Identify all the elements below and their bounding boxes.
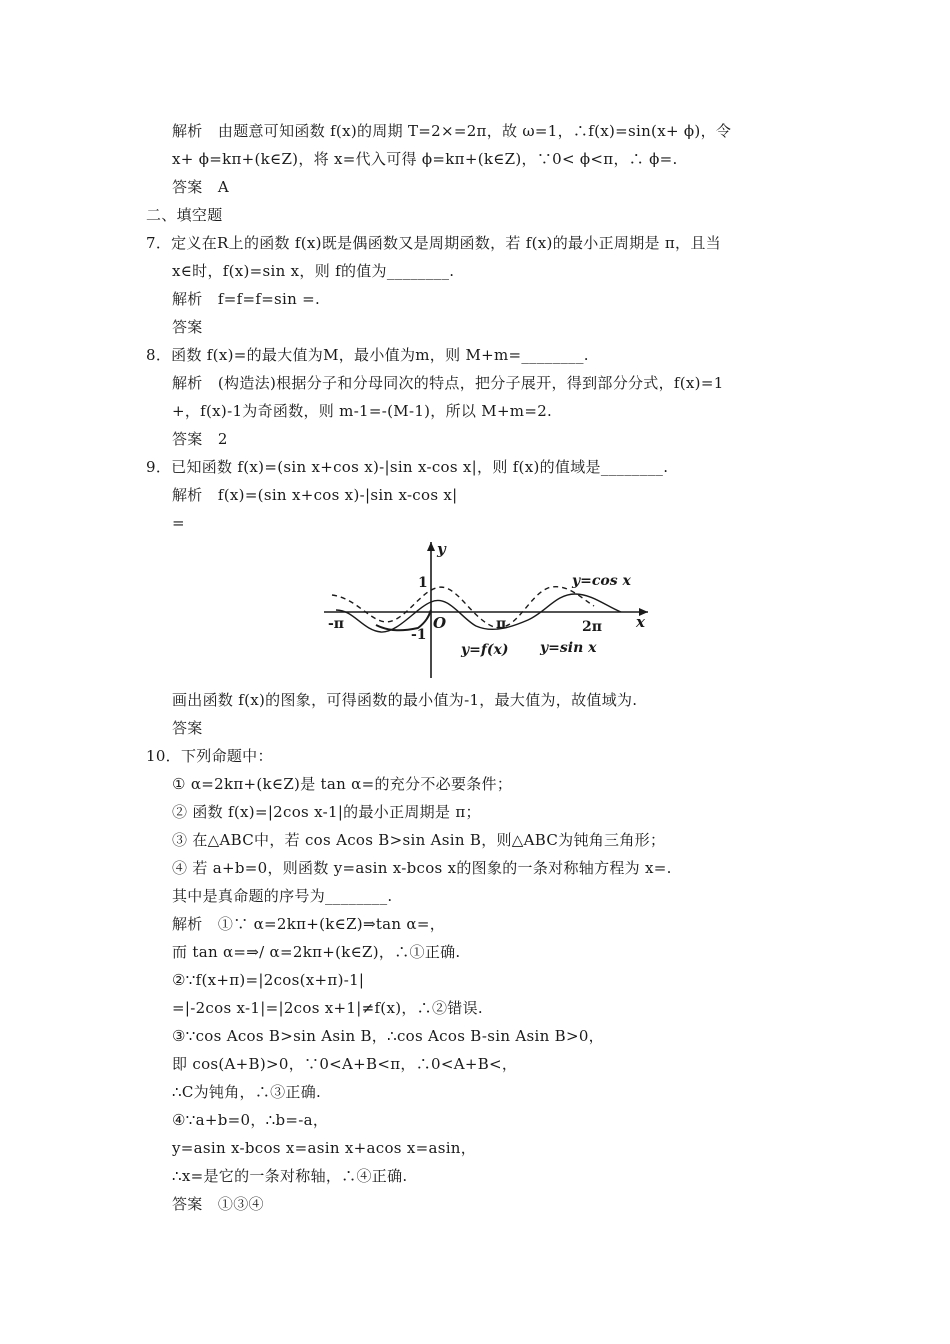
text-line: ④ 若 a+b=0，则函数 y=asin x-bcos x的图象的一条对称轴方程为 x=.: [172, 859, 672, 877]
tick-label-neg-pi: -π: [328, 616, 345, 632]
text-line: ∴x=是它的一条对称轴，∴④正确.: [172, 1167, 408, 1185]
text-line: ④∵a+b=0，∴b=-a，: [172, 1111, 329, 1129]
function-graph: [318, 536, 654, 680]
text-line: 其中是真命题的序号为________.: [172, 887, 393, 905]
text-line: 答案 2: [172, 430, 228, 448]
text-line: 答案 A: [172, 178, 230, 196]
text-line: ②∵f(x+π)=|2cos(x+π)-1|: [172, 971, 365, 989]
text-line: ② 函数 f(x)=|2cos x-1|的最小正周期是 π；: [172, 803, 481, 821]
cos-curve: [332, 587, 594, 628]
tick-label-neg-one: -1: [411, 627, 427, 643]
x-axis-label: x: [636, 613, 645, 631]
text-line: 而 tan α=⇒/ α=2kπ+(k∈Z)，∴①正确.: [172, 943, 461, 961]
text-line: =: [172, 514, 185, 532]
section-heading: 二、填空题: [146, 206, 223, 224]
text-line: ① α=2kπ+(k∈Z)是 tan α=的充分不必要条件；: [172, 775, 513, 793]
text-line: x+ ϕ=kπ+(k∈Z)，将 x=代入可得 ϕ=kπ+(k∈Z)，∵0< ϕ<π，∴ ϕ=.: [172, 150, 678, 168]
text-line: ∴C为钝角，∴③正确.: [172, 1083, 322, 1101]
text-line: 即 cos(A+B)>0，∵0<A+B<π，∴0<A+B<，: [172, 1055, 518, 1073]
text-line: 答案: [172, 318, 203, 336]
tick-label-pi: π: [496, 616, 507, 632]
question-9: 9．已知函数 f(x)=(sin x+cos x)-|sin x-cos x|，则 f(x)的值域是________.: [146, 458, 669, 476]
question-7: 7．定义在R上的函数 f(x)既是偶函数又是周期函数，若 f(x)的最小正周期是 π，且当: [146, 234, 721, 252]
tick-label-two-pi: 2π: [582, 619, 602, 635]
question-10: 10．下列命题中：: [146, 747, 273, 765]
text-line: 解析 由题意可知函数 f(x)的周期 T=2×=2π，故 ω=1，∴f(x)=sin(x+ ϕ)，令: [172, 122, 732, 140]
text-line: +，f(x)-1为奇函数，则 m-1=-(M-1)，所以 M+m=2.: [172, 402, 553, 420]
text-line: 解析 ①∵ α=2kπ+(k∈Z)⇒tan α=，: [172, 915, 446, 933]
text-line: 答案 ①③④: [172, 1195, 264, 1213]
cos-curve-label: y=cos x: [572, 573, 631, 589]
text-line: ③ 在△ABC中，若 cos Acos B>sin Asin B，则△ABC为钝角三角形；: [172, 831, 666, 849]
origin-label: O: [433, 614, 447, 632]
text-line: 解析 f=f=f=sin =.: [172, 290, 321, 308]
text-line: x∈时，f(x)=sin x，则 f的值为________.: [172, 262, 455, 280]
question-8: 8．函数 f(x)=的最大值为M，最小值为m，则 M+m=________.: [146, 346, 589, 364]
sin-curve-label: y=sin x: [540, 640, 597, 656]
text-line: 解析 (构造法)根据分子和分母同次的特点，把分子展开，得到部分分式，f(x)=1: [172, 374, 724, 392]
f-curve-label: y=f(x): [461, 642, 509, 658]
text-line: 画出函数 f(x)的图象，可得函数的最小值为-1，最大值为，故值域为.: [172, 691, 638, 709]
y-axis-arrow: [427, 542, 435, 551]
text-line: ③∵cos Acos B>sin Asin B，∴cos Acos B-sin Asin B>0，: [172, 1027, 604, 1045]
text-line: 答案: [172, 719, 203, 737]
text-line: y=asin x-bcos x=asin x+acos x=asin，: [172, 1139, 477, 1157]
text-line: 解析 f(x)=(sin x+cos x)-|sin x-cos x|: [172, 486, 458, 504]
y-axis-label: y: [437, 540, 446, 558]
text-line: =|-2cos x-1|=|2cos x+1|≠f(x)，∴②错误.: [172, 999, 483, 1017]
tick-label-one: 1: [418, 575, 428, 591]
